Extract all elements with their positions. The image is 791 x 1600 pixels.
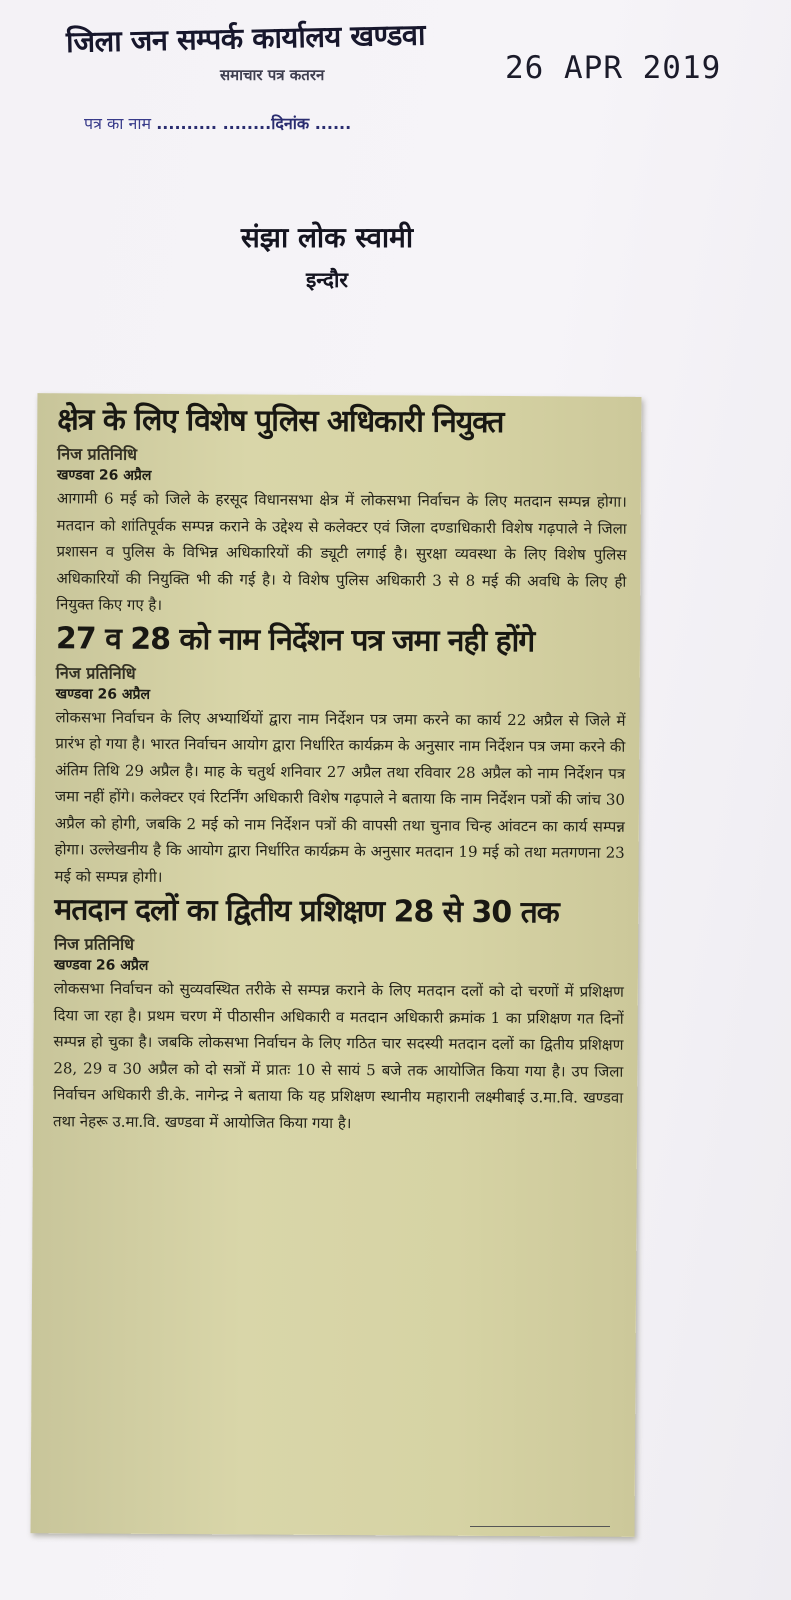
article (53, 889, 624, 1137)
paper-name-label: पत्र का नाम (84, 114, 152, 133)
paper-name-line (84, 112, 351, 134)
article-body: लोकसभा निर्वाचन के लिए अभ्यार्थियों द्वारा नाम निर्देशन पत्र जमा करने का कार्य 22 अप्रैल से जिले में प्रारंभ हो गया है। भारत निर्वाचन आयोग द्वारा निर्धारित कार्यक्रम के अनुसार नाम निर्देशन पत्र जमा करने की अंतिम तिथि 29 अप्रैल है। माह के चतुर्थ शनिवार 27 अप्रैल तथा रविवार 28 अप्रैल को नाम निर्देशन पत्र जमा नहीं होंगे। कलेक्टर एवं रिटर्निंग अधिकारी विशेष गढ़पाले ने बताया कि नाम निर्देशन पत्रों की जांच 30 अप्रैल को होगी, जबकि 2 मई को नाम निर्देशन पत्रों की वापसी तथा चुनाव चिन्ह आंवटन का कार्य सम्पन्न होगा। उल्लेखनीय है कि आयोग द्वारा निर्धारित कार्यक्रम के अनुसार मतदान 19 मई को तथा मतगणना 23 मई को सम्पन्न होगी। (54, 707, 626, 886)
article (54, 618, 626, 893)
article-body: आगामी 6 मई को जिले के हरसूद विधानसभा क्षेत्र में लोकसभा निर्वाचन के लिए मतदान सम्पन्न होगा। मतदान को शांतिपूर्वक सम्पन्न कराने के उद्देश्य से कलेक्टर एवं जिला दण्डाधिकारी विशेष गढ़पाले ने जिला प्रशासन व पुलिस के विभिन्न अधिकारियों की ड्यूटी लगाई है। सुरक्षा व्यवस्था के लिए विशेष पुलिस अधिकारियों की नियुक्ति भी की गई है। ये विशेष पुलिस अधिकारी 3 से 8 मई की अवधि के लिए ही नियुक्त किए गए है। (56, 489, 627, 614)
article-body: लोकसभा निर्वाचन को सुव्यवस्थित तरीके से सम्पन्न कराने के लिए मतदान दलों को दो चरणों में प्रशिक्षण दिया जा रहा है। प्रथम चरण में पीठासीन अधिकारी व मतदान अधिकारी क्रमांक 1 का प्रशिक्षण गत दिनों सम्पन्न हो चुका है। जबकि लोकसभा निर्वाचन के लिए गठित चार सदस्यी मतदान दलों का द्वितीय प्रशिक्षण 28, 29 व 30 अप्रैल को दो सत्रों में प्रातः 10 से सायं 5 बजे तक आयोजित किया गया है। उप जिला निर्वाचन अधिकारी डी.के. नागेन्द्र ने बताया कि यह प्रशिक्षण स्थानीय महारानी लक्ष्मीबाई उ.मा.वि. खण्डवा तथा नेहरू उ.मा.वि. खण्डवा में आयोजित किया गया है। (52, 979, 624, 1132)
article-dateline: खण्डवा 26 अप्रैल (55, 685, 151, 703)
article-dateline: खण्डवा 26 अप्रैल (56, 467, 152, 484)
article-dateline: खण्डवा 26 अप्रैल (53, 957, 149, 974)
newspaper-name: संझा लोक स्वामी (240, 221, 414, 254)
newspaper-city: इन्दौर (306, 268, 348, 292)
article-headline: क्षेत्र के लिए विशेष पुलिस अधिकारी नियुक्त (57, 402, 504, 441)
newspaper-clipping (31, 393, 642, 1537)
stamp-date: 26 APR 2019 (505, 50, 722, 86)
article-headline: 27 व 28 को नाम निर्देशन पत्र जमा नही होंगे (55, 620, 535, 659)
divider (470, 1526, 610, 1527)
press-clipping-stamp (0, 0, 791, 200)
stamp-department: समाचार पत्र कतरन (220, 66, 325, 84)
article-byline: निज प्रतिनिधि (54, 934, 135, 954)
paper-name-value: .......... ........दिनांक ...... (156, 114, 352, 133)
article-headline: मतदान दलों का द्वितीय प्रशिक्षण 28 से 30 तक (54, 892, 559, 931)
article-byline: निज प्रतिनिधि (55, 662, 136, 683)
office-name: जिला जन सम्पर्क कार्यालय खण्डवा (65, 17, 426, 59)
article-byline: निज प्रतिनिधि (57, 444, 138, 464)
article (56, 399, 627, 621)
